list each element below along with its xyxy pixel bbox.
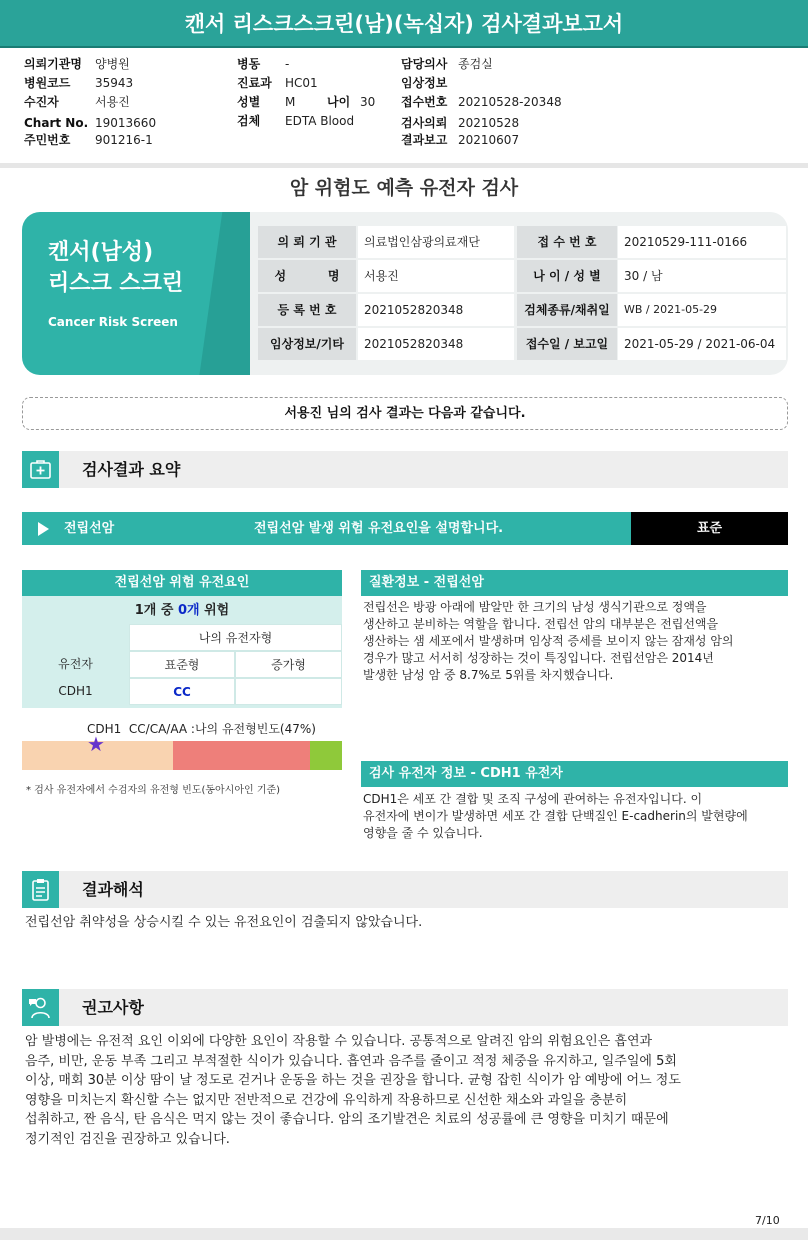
text-line: 이상, 매회 30분 이상 땀이 날 정도로 걷거나 운동을 하는 것을 권장을 합니다. 균형 잡힌 식이가 암 예방에 어느 정도: [25, 1073, 681, 1088]
risk-count: [22, 600, 342, 622]
divider: [0, 163, 808, 168]
text-line: 영향을 미치는지 확신할 수는 없지만 전반적으로 건강에 유익하게 작용하므로 신선한 채소와 과일을 충분히: [25, 1092, 628, 1108]
section-recommendation-title: 권고사항: [82, 998, 144, 1017]
gene-info-text: [363, 791, 788, 842]
value-receipt-no: 20210528-20348: [458, 95, 562, 109]
value-report-date: 20210607: [458, 133, 520, 147]
label-clinical-info: 임상정보: [401, 76, 448, 90]
card-value: 30 / 남: [618, 260, 786, 292]
patient-info: [0, 0, 808, 160]
risk-count-prefix: 1개 중: [134, 603, 174, 618]
section-summary-header: [22, 451, 788, 488]
frequency-text: CC/CA/AA :나의 유전형빈도(47%): [128, 722, 316, 736]
risk-level-badge: 표준: [631, 512, 788, 545]
result-notice: 서용진 님의 검사 결과는 다음과 같습니다.: [22, 397, 788, 430]
card-value: 20210529-111-0166: [618, 226, 786, 258]
genotype-increase: [235, 678, 342, 705]
gene-info-title: 검사 유전자 정보 - CDH1 유전자: [361, 761, 788, 787]
card-value: 의료법인삼광의료재단: [358, 226, 514, 258]
text-line: 음주, 비만, 운동 부족 그리고 부적절한 식이가 있습니다. 흡연과 음주를 줄이고 적정 체중을 유지하고, 일주일에 5회: [25, 1053, 677, 1069]
gene-table-title: 전립선암 위험 유전요인: [22, 570, 342, 596]
report-title: 캔서 리스크스크린(남)(녹십자) 검사결과보고서: [0, 0, 808, 48]
frequency-gene: CDH1: [87, 722, 122, 736]
label-requesting-institution: 의뢰기관명: [24, 57, 82, 71]
card-subtitle: Cancer Risk Screen: [48, 315, 178, 329]
card-value: 2021052820348: [358, 294, 514, 326]
card-value: 2021052820348: [358, 328, 514, 360]
card-title: [48, 237, 183, 299]
card-label: 나 이 / 성 별: [517, 260, 617, 292]
value-specimen: EDTA Blood: [285, 114, 355, 128]
card-value: 서용진: [358, 260, 514, 292]
card-title-line1: 캔서(남성): [48, 240, 154, 265]
text-line: 유전자에 변이가 발생하면 세포 간 결합 단백질인 E-cadherin의 발현량에: [363, 809, 748, 823]
label-receipt-no: 접수번호: [401, 95, 448, 109]
label-report-date: 결과보고: [401, 133, 448, 147]
text-line: 정기적인 검진을 권장하고 있습니다.: [25, 1131, 230, 1147]
value-resident-no: 901216-1: [95, 133, 153, 147]
value-patient: 서용진: [95, 95, 130, 109]
text-line: 영향을 줄 수 있습니다.: [363, 826, 483, 840]
col-gene: 유전자: [58, 657, 93, 671]
text-line: 생산하고 분비하는 역할을 합니다. 전립선 암의 대부분은 전립선액을: [363, 617, 719, 631]
risk-count-suffix: 위험: [204, 603, 230, 618]
my-genotype-star-icon: ★: [87, 732, 105, 756]
label-age: 나이: [327, 95, 351, 109]
col-standard: 표준형: [129, 651, 235, 678]
col-increase: 증가형: [235, 651, 342, 678]
value-sex: M: [285, 95, 296, 109]
card-label: 등 록 번 호: [258, 294, 356, 326]
doctor-consult-icon: [22, 989, 59, 1026]
card-label: 임상정보/기타: [258, 328, 356, 360]
label-resident-no: 주민번호: [24, 133, 71, 147]
label-doctor: 담당의사: [401, 57, 448, 71]
frequency-label: [87, 720, 316, 737]
label-hospital-code: 병원코드: [24, 76, 71, 90]
footer-bar: [0, 1228, 808, 1240]
text-line: CDH1은 세포 간 결합 및 조직 구성에 관여하는 유전자입니다. 이: [363, 792, 703, 806]
value-request-date: 20210528: [458, 116, 520, 130]
genotype-standard: CC: [129, 678, 235, 705]
card-label: 의 뢰 기 관: [258, 226, 356, 258]
text-line: 암 발병에는 유전적 요인 이외에 다양한 요인이 작용할 수 있습니다. 공통적으로 알려진 암의 위험요인은 흡연과: [25, 1034, 653, 1049]
gene-name: CDH1: [58, 684, 93, 698]
disease-info-text: [363, 599, 788, 684]
card-label: 성 명: [258, 260, 356, 292]
frequency-footnote: * 검사 유전자에서 수검자의 유전형 빈도(동아시아인 기준): [26, 785, 281, 796]
label-request-date: 검사의뢰: [401, 116, 448, 130]
text-line: 발생한 남성 암 중 8.7%로 5위를 차지했습니다.: [363, 668, 614, 682]
risk-count-value: 0개: [177, 603, 200, 618]
frequency-bar-aa: [310, 741, 342, 770]
section-interpretation-title: 결과해석: [82, 880, 144, 899]
my-genotype-header: 나의 유전자형: [129, 624, 342, 651]
medical-kit-icon: [22, 451, 59, 488]
text-line: 섭취하고, 짠 음식, 탄 음식은 먹지 않는 것이 좋습니다. 암의 조기발견은 치료의 성공률에 큰 영향을 미치기 때문에: [25, 1112, 669, 1127]
frequency-bar-ca: [173, 741, 310, 770]
value-doctor: 종검실: [458, 57, 493, 71]
value-chart-no: 19013660: [95, 116, 157, 130]
page-number: 7/10: [755, 1214, 780, 1227]
clipboard-icon: [22, 871, 59, 908]
label-specimen: 검체: [237, 114, 261, 128]
card-value: WB / 2021-05-29: [618, 294, 786, 326]
play-icon: [38, 522, 49, 536]
value-ward: -: [285, 57, 290, 71]
banner-description: 전립선암 발생 위험 유전요인을 설명합니다.: [254, 521, 504, 536]
text-line: 경우가 많고 서서히 성장하는 것이 특징입니다. 전립선암은 2014년: [363, 651, 714, 665]
text-line: 생산하는 샘 세포에서 발생하며 임상적 증세를 보이지 않는 잠재성 암의: [363, 634, 734, 648]
cancer-banner: [22, 512, 788, 545]
value-hospital-code: 35943: [95, 76, 134, 90]
value-age: 30: [360, 95, 376, 109]
label-department: 진료과: [237, 76, 272, 90]
text-line: 전립선은 방광 아래에 밤알만 한 크기의 남성 생식기관으로 정액을: [363, 600, 707, 614]
card-label: 검체종류/채취일: [517, 294, 617, 326]
section-recommendation-header: [22, 989, 788, 1026]
card-title-line2: 리스크 스크린: [48, 271, 184, 296]
label-patient: 수진자: [24, 95, 59, 109]
label-chart-no: Chart No.: [24, 116, 89, 130]
value-requesting-institution: 양병원: [95, 57, 130, 71]
interpretation-text: 전립선암 취약성을 상승시킬 수 있는 유전요인이 검출되지 않았습니다.: [25, 915, 423, 930]
recommendation-text: [25, 1032, 790, 1149]
card-label: 접수일 / 보고일: [517, 328, 617, 360]
label-ward: 병동: [237, 57, 261, 71]
section-summary-title: 검사결과 요약: [82, 460, 181, 479]
disease-info-title: 질환정보 - 전립선암: [361, 570, 788, 596]
card-label: 접 수 번 호: [517, 226, 617, 258]
page-title: 암 위험도 예측 유전자 검사: [289, 177, 519, 199]
banner-cancer-name: 전립선암: [64, 521, 115, 536]
card-value: 2021-05-29 / 2021-06-04: [618, 328, 786, 360]
section-interpretation-header: [22, 871, 788, 908]
value-department: HC01: [285, 76, 318, 90]
label-sex: 성별: [237, 95, 261, 109]
